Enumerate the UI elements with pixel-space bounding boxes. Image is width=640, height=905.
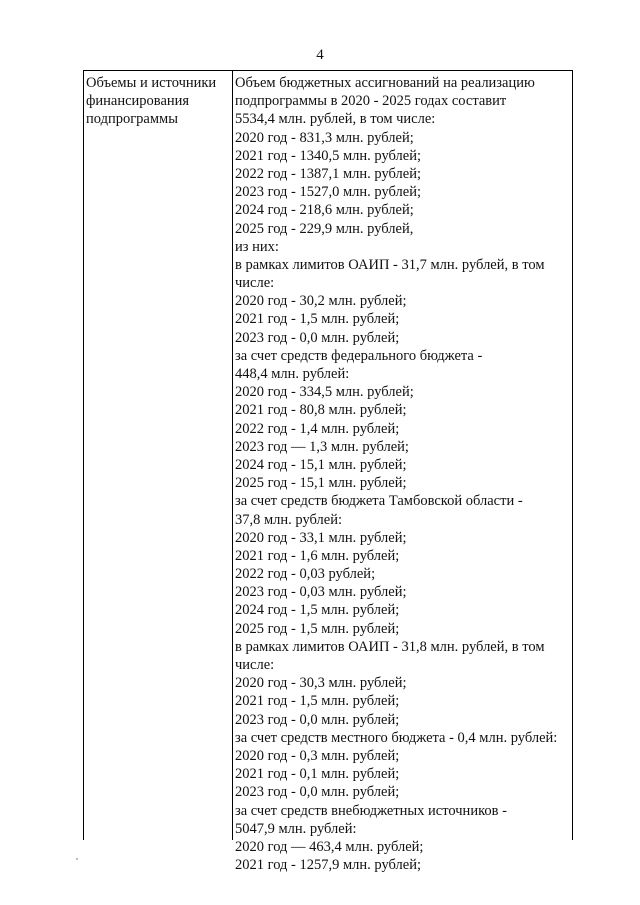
- content-line: 448,4 млн. рублей:: [235, 366, 350, 382]
- content-line: 2023 год - 0,0 млн. рублей;: [235, 784, 400, 801]
- content-line: числе:: [235, 275, 275, 292]
- content-line: 2020 год - 30,2 млн. рублей;: [235, 293, 407, 310]
- content-line: 5047,9 млн. рублей:: [235, 820, 357, 837]
- content-line: 2022 год - 1,4 млн. рублей;: [235, 420, 400, 437]
- content-line: 2024 год - 15,1 млн. рублей;: [235, 456, 407, 473]
- content-line: 2020 год - 334,5 млн. рублей;: [235, 384, 414, 401]
- content-line: 2023 год - 1527,0 млн. рублей;: [235, 184, 422, 201]
- financing-table: [83, 70, 573, 874]
- content-line: из них:: [235, 238, 279, 255]
- content-line: 2021 год - 1257,9 млн. рублей;: [235, 857, 422, 874]
- content-line: 2023 год - 0,0 млн. рублей;: [235, 329, 400, 346]
- content-line: 2021 год - 0,1 млн. рублей;: [235, 766, 400, 783]
- content-line: 2024 год - 1,5 млн. рублей;: [235, 602, 400, 619]
- content-line: 2021 год - 1,6 млн. рублей;: [235, 547, 400, 564]
- content-line: в рамках лимитов ОАИП - 31,8 млн. рублей, в том: [235, 638, 545, 655]
- content-line: Объем бюджетных ассигнований на реализацию: [235, 75, 535, 91]
- content-line: числе:: [235, 657, 275, 673]
- content-line: 2025 год - 1,5 млн. рублей;: [235, 620, 400, 637]
- content-line: 2022 год - 1387,1 млн. рублей;: [235, 165, 422, 182]
- content-line: 2021 год - 1,5 млн. рублей;: [235, 693, 400, 710]
- table-label-cell: Объемы и источники финансирования подпрограммы: [86, 75, 217, 128]
- content-line: 2023 год - 0,03 млн. рублей;: [235, 584, 407, 601]
- content-line: 2023 год - 0,0 млн. рублей;: [235, 711, 400, 728]
- scan-artifact: [76, 858, 78, 860]
- content-line: за счет средств местного бюджета - 0,4 млн. рублей:: [235, 729, 558, 746]
- content-line: за счет средств внебюджетных источников -: [235, 802, 507, 819]
- content-line: за счет средств бюджета Тамбовской области -: [235, 493, 523, 510]
- content-line: 5534,4 млн. рублей, в том числе:: [235, 111, 436, 128]
- content-line: 2021 год - 1340,5 млн. рублей;: [235, 147, 422, 164]
- page-number: 4: [316, 47, 324, 63]
- content-line: 37,8 млн. рублей:: [235, 511, 343, 528]
- content-line: 2021 год - 80,8 млн. рублей;: [235, 402, 407, 419]
- content-line: подпрограммы в 2020 - 2025 годах составит: [235, 93, 507, 110]
- content-line: 2022 год - 0,03 рублей;: [235, 566, 376, 583]
- content-line: 2020 год — 463,4 млн. рублей;: [235, 838, 424, 855]
- table-content-cell: [235, 74, 570, 874]
- content-line: 2020 год - 0,3 млн. рублей;: [235, 747, 400, 764]
- column-divider: [232, 71, 233, 840]
- content-line: 2025 год - 15,1 млн. рублей;: [235, 475, 407, 492]
- content-line: 2023 год — 1,3 млн. рублей;: [235, 438, 409, 455]
- content-line: за счет средств федерального бюджета -: [235, 347, 483, 364]
- content-line: 2020 год - 30,3 млн. рублей;: [235, 675, 407, 692]
- content-line: 2024 год - 218,6 млн. рублей;: [235, 202, 414, 219]
- content-line: 2021 год - 1,5 млн. рублей;: [235, 311, 400, 328]
- content-line: 2025 год - 229,9 млн. рублей,: [235, 220, 414, 237]
- content-line: 2020 год - 33,1 млн. рублей;: [235, 529, 407, 546]
- content-line: в рамках лимитов ОАИП - 31,7 млн. рублей, в том: [235, 256, 545, 273]
- content-line: 2020 год - 831,3 млн. рублей;: [235, 129, 414, 146]
